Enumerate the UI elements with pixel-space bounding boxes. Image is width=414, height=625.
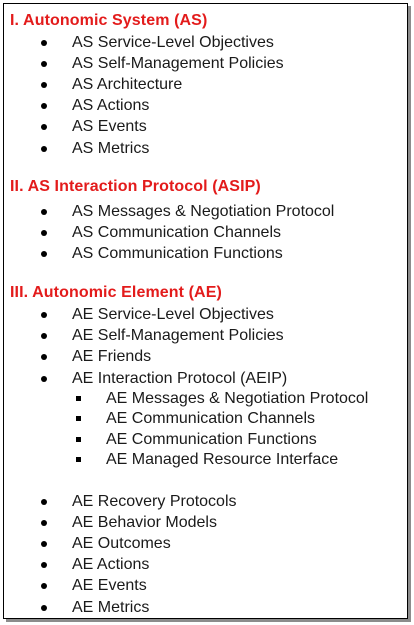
bullet-icon (41, 146, 47, 152)
list-item (41, 575, 147, 596)
list-item-label: AE Metrics (72, 598, 150, 616)
square-bullet-icon (76, 457, 81, 462)
list-item (41, 53, 284, 74)
list-item-label: AS Architecture (72, 75, 183, 93)
bullet-icon (41, 499, 47, 505)
list-item (41, 201, 334, 222)
section-title-autonomic-system: I. Autonomic System (AS) (10, 12, 208, 29)
list-item-label: AS Messages & Negotiation Protocol (72, 202, 335, 220)
list-item (41, 346, 151, 367)
list-item-label: AE Friends (72, 347, 152, 365)
bullet-icon (41, 103, 47, 109)
list-item-label: AS Events (72, 117, 147, 135)
sub-list-item (76, 449, 338, 470)
bullet-icon (41, 520, 47, 526)
list-item (41, 116, 147, 137)
list-item (41, 138, 149, 159)
list-item-label: AE Outcomes (72, 534, 171, 552)
list-item-label: AS Communication Channels (72, 223, 281, 241)
list-item-label: AE Actions (72, 555, 150, 573)
bullet-icon (41, 312, 47, 318)
list-item (41, 222, 281, 243)
bullet-icon (41, 333, 47, 339)
list-item-label: AS Communication Functions (72, 244, 283, 262)
sub-list-item (76, 408, 315, 429)
list-item (41, 554, 149, 575)
list-item-label: AE Behavior Models (72, 513, 217, 531)
list-item (41, 368, 287, 389)
bullet-icon (41, 82, 47, 88)
section-title-autonomic-element: III. Autonomic Element (AE) (10, 284, 222, 301)
section-title-interaction-protocol: II. AS Interaction Protocol (ASIP) (10, 178, 261, 195)
sub-list-item-label: AE Communication Channels (106, 409, 315, 427)
sub-list-item-label: AE Communication Functions (106, 430, 317, 448)
bullet-icon (41, 376, 47, 382)
list-item-label: AE Recovery Protocols (72, 492, 237, 510)
list-item (41, 512, 217, 533)
list-item-label: AE Self-Management Policies (72, 326, 284, 344)
list-item (41, 243, 283, 264)
bullet-icon (41, 230, 47, 236)
bullet-icon (41, 562, 47, 568)
outline-frame (3, 3, 408, 619)
bullet-icon (41, 354, 47, 360)
bullet-icon (41, 124, 47, 130)
square-bullet-icon (76, 437, 81, 442)
square-bullet-icon (76, 396, 81, 401)
list-item (41, 491, 237, 512)
bullet-icon (41, 40, 47, 46)
list-item-label: AS Actions (72, 96, 150, 114)
sub-list-item-label: AE Managed Resource Interface (106, 450, 339, 468)
list-item-label: AE Service-Level Objectives (72, 305, 274, 323)
list-item (41, 95, 149, 116)
list-item-label: AS Self-Management Policies (72, 54, 284, 72)
sub-list-item (76, 388, 368, 409)
list-item (41, 304, 274, 325)
list-item-label: AS Service-Level Objectives (72, 33, 274, 51)
list-item (41, 533, 171, 554)
list-item (41, 597, 149, 618)
bullet-icon (41, 541, 47, 547)
list-item-label: AE Events (72, 576, 147, 594)
list-item (41, 74, 182, 95)
list-item (41, 32, 274, 53)
bullet-icon (41, 209, 47, 215)
list-item-label: AS Metrics (72, 139, 150, 157)
bullet-icon (41, 583, 47, 589)
list-item-label: AE Interaction Protocol (AEIP) (72, 369, 288, 387)
sub-list-item (76, 429, 317, 450)
square-bullet-icon (76, 416, 81, 421)
bullet-icon (41, 61, 47, 67)
bullet-icon (41, 251, 47, 257)
list-item (41, 325, 284, 346)
sub-list-item-label: AE Messages & Negotiation Protocol (106, 389, 369, 407)
bullet-icon (41, 605, 47, 611)
